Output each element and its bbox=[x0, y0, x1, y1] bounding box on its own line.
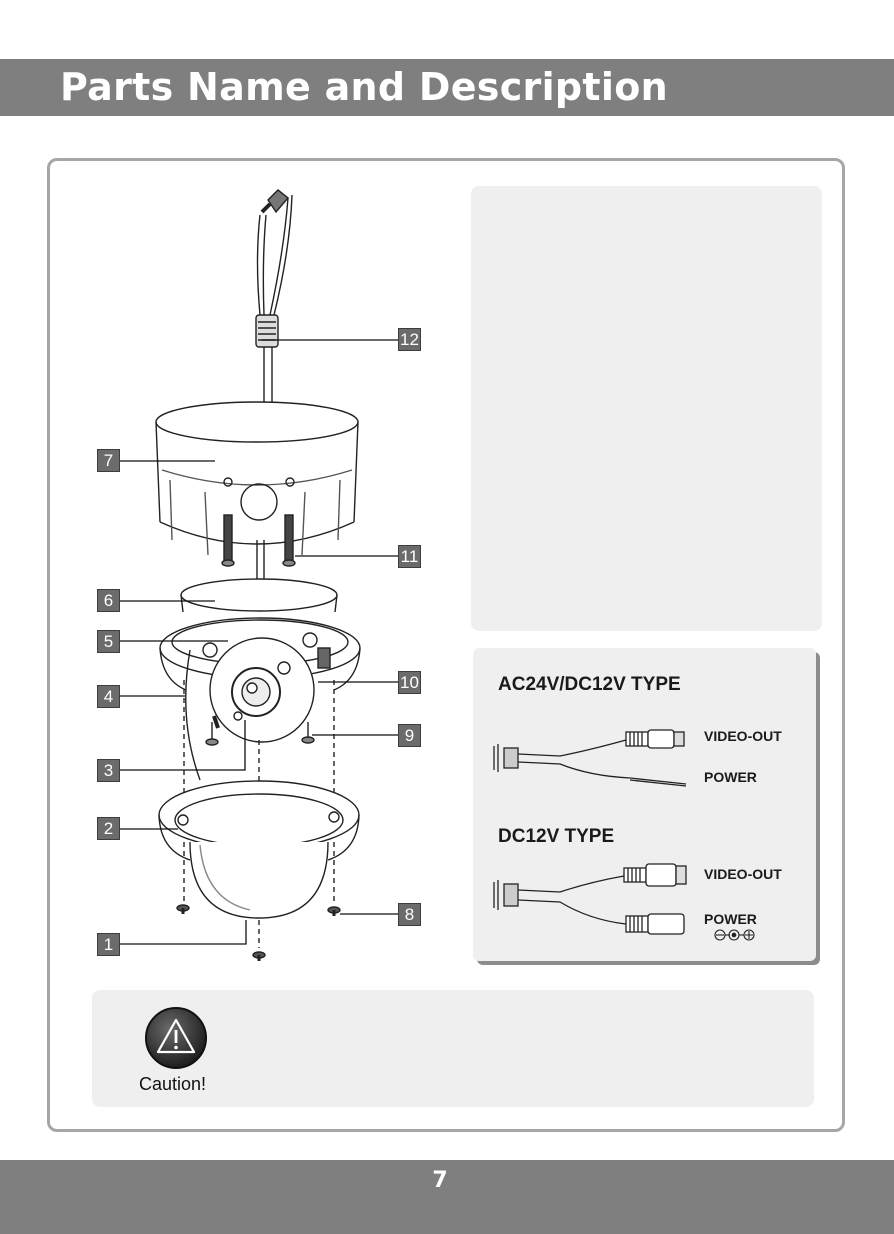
callout-10: 10 bbox=[398, 671, 421, 694]
callout-8: 8 bbox=[398, 903, 421, 926]
ac-dc-type-heading: AC24V/DC12V TYPE bbox=[498, 674, 681, 695]
warning-icon bbox=[144, 1006, 208, 1070]
page-title: Parts Name and Description bbox=[60, 65, 668, 109]
dc-type-heading: DC12V TYPE bbox=[498, 826, 615, 847]
ac-dc-power-label: POWER bbox=[704, 769, 757, 785]
page-number: 7 bbox=[432, 1168, 448, 1193]
caution-label: Caution! bbox=[139, 1074, 207, 1094]
callout-1: 1 bbox=[97, 933, 120, 956]
callout-6: 6 bbox=[97, 589, 120, 612]
dc-power-label: POWER bbox=[704, 911, 757, 927]
callout-7: 7 bbox=[97, 449, 120, 472]
callout-3: 3 bbox=[97, 759, 120, 782]
callout-2: 2 bbox=[97, 817, 120, 840]
callout-12: 12 bbox=[398, 328, 421, 351]
callout-4: 4 bbox=[97, 685, 120, 708]
dc-cable-drawing bbox=[490, 856, 700, 936]
ac-dc-video-out-label: VIDEO-OUT bbox=[704, 728, 782, 744]
callout-5: 5 bbox=[97, 630, 120, 653]
polarity-icon bbox=[714, 928, 756, 942]
ac-dc-cable-drawing bbox=[490, 718, 700, 798]
callout-11: 11 bbox=[398, 545, 421, 568]
callout-9: 9 bbox=[398, 724, 421, 747]
dc-video-out-label: VIDEO-OUT bbox=[704, 866, 782, 882]
